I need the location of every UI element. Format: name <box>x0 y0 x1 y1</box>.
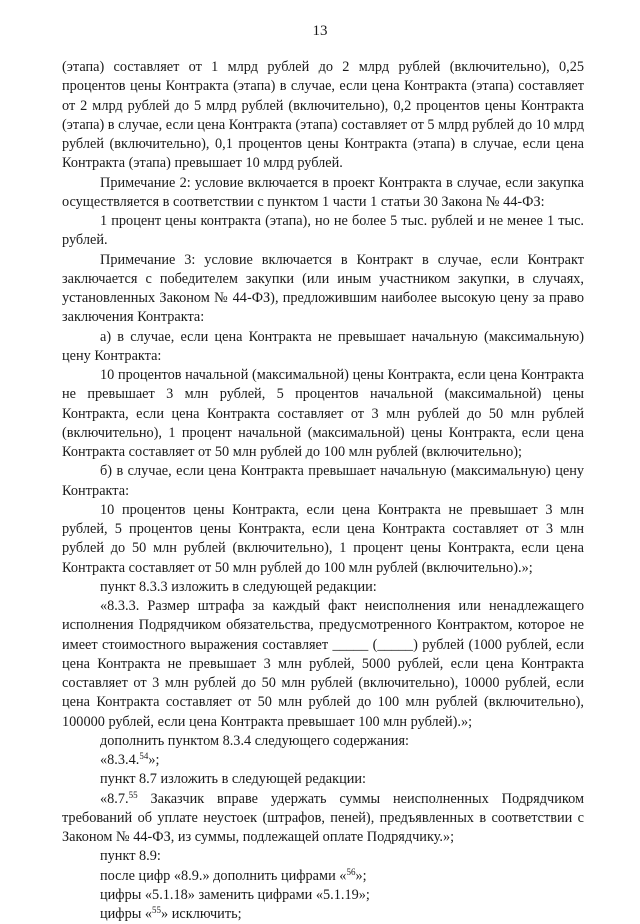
paragraph: 1 процент цены контракта (этапа), но не более 5 тыс. рублей и не менее 1 тыс. рублей. <box>62 213 584 249</box>
footnote-ref: 54 <box>139 751 149 761</box>
footnote-ref: 55 <box>128 789 138 800</box>
paragraph: (этапа) составляет от 1 млрд рублей до 2 млрд рублей (включительно), 0,25 процентов цены Контракта (этапа) в случае, если цена Контракта (этапа) составляет от 2 млрд рублей до 5 млрд рублей (включительно), 0,2 процентов цены Контракта (этапа) в случае, если цена Контракта (этапа) составляет от 5 млрд рублей до 10 млрд рублей (включительно), 0,1 процентов цены Контракта (этапа) в случае, если цена Контракта (этапа) превышает 10 млрд рублей. <box>62 59 584 172</box>
paragraph: цифры «5.1.18» заменить цифрами «5.1.19»; <box>100 886 370 903</box>
paragraph: б) в случае, если цена Контракта превышает начальную (максимальную) цену Контракта: <box>62 463 584 499</box>
paragraph: а) в случае, если цена Контракта не превышает начальную (максимальную) цену Контракта: <box>62 328 584 364</box>
paragraph: пункт 8.3.3 изложить в следующей редакции: <box>100 578 377 595</box>
document-body <box>62 58 584 924</box>
text-run: »; <box>148 752 160 768</box>
paragraph: пункт 8.7 изложить в следующей редакции: <box>100 771 367 788</box>
paragraph: 10 процентов начальной (максимальной) цены Контракта, если цена Контракта не превышает 3 млн рублей, 5 процентов начальной (максимальной) цены Контракта, если цена Контракта составляет от 3 млн рублей до 50 млн рублей (включительно), 1 процент начальной (максимальной) цены Контракта, если цена Контракта составляет от 50 млн рублей до 100 млн рублей (включительно); <box>62 367 584 460</box>
footnote-ref: 56 <box>346 866 356 877</box>
paragraph: дополнить пунктом 8.3.4 следующего содержания: <box>100 732 409 749</box>
paragraph: «8.3.3. Размер штрафа за каждый факт неисполнения или ненадлежащего исполнения Подрядчиком обязательства, предусмотренного Контрактом, которое не имеет стоимостного выражения составляет _____ (_____) рублей (1000 рублей, если цена Контракта не превышает 3 млн рублей, 5000 рублей, если цена Контракта составляет от 3 млн рублей до 50 млн рублей (включительно), 10000 рублей, если цена Контракта составляет от 50 млн рублей до 100 млн рублей (включительно), 100000 рублей, если цена Контракта превышает 100 млн рублей).»; <box>62 598 584 730</box>
text-run: цифры « <box>100 906 153 922</box>
paragraph: пункт 8.9: <box>100 848 161 865</box>
paragraph: Примечание 2: условие включается в проект Контракта в случае, если закупка осуществляется в соответствии с пунктом 1 части 1 статьи 30 Закона № 44-ФЗ: <box>62 174 584 210</box>
text-run: «8.7. <box>100 790 129 807</box>
paragraph-87 <box>62 790 584 848</box>
text-run: » исключить; <box>161 906 242 922</box>
text-run: »; <box>355 867 367 884</box>
paragraph: 10 процентов цены Контракта, если цена Контракта не превышает 3 млн рублей, 5 процентов цены Контракта, если цена Контракта составляет от 3 млн рублей до 50 млн рублей (включительно), 1 процент цены Контракта, если цена Контракта составляет от 50 млн рублей до 100 млн рублей (включительно).»; <box>62 501 584 576</box>
paragraph: Примечание 3: условие включается в Контракт в случае, если Контракт заключается с победителем закупки (или иным участником закупки, в случаях, установленных Законом № 44-ФЗ), предложившим наиболее высокую цену за право заключения Контракта: <box>62 251 584 326</box>
text-run: после цифр «8.9.» дополнить цифрами « <box>100 867 347 884</box>
paragraph-89-3 <box>62 905 584 924</box>
footnote-ref: 55 <box>152 905 162 915</box>
paragraph-834 <box>62 751 584 770</box>
page-number: 13 <box>312 23 328 39</box>
text-run: Заказчик вправе удержать суммы неисполненных Подрядчиком требований об уплате неустоек (штрафов, пеней), предъявленных в соответствии с Законом № 44-ФЗ, из суммы, подлежащей оплате Подрядчику.»; <box>62 790 584 845</box>
text-run: «8.3.4. <box>100 752 140 768</box>
paragraph-89-1 <box>62 867 584 886</box>
